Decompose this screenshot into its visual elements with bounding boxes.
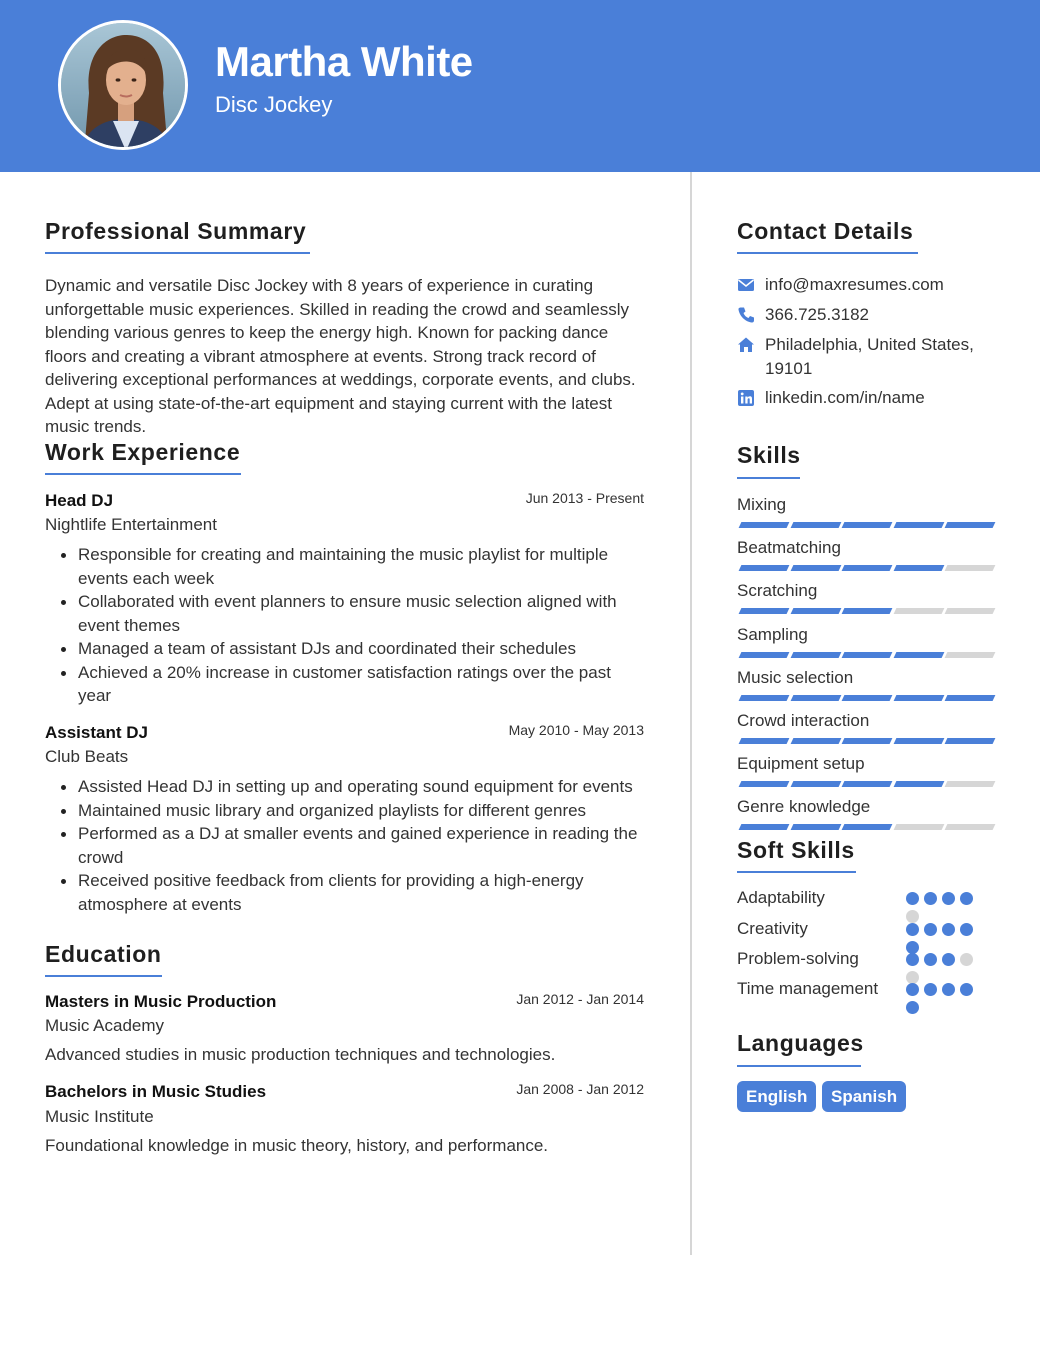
skill-level-segment — [945, 565, 996, 571]
job-date: Jun 2013 - Present — [525, 490, 644, 506]
rating-dot — [960, 923, 973, 936]
skill-level-segment — [842, 608, 893, 614]
skill-level-segment — [945, 522, 996, 528]
skill-level-segment — [842, 565, 893, 571]
skill-label: Mixing — [737, 495, 787, 514]
job-bullet: Performed as a DJ at smaller events and gained experience in reading the crowd — [56, 822, 646, 869]
rating-dot — [942, 953, 955, 966]
skill-level-segment — [739, 565, 790, 571]
resume-header — [0, 0, 1040, 172]
skill-level-bar — [737, 652, 995, 658]
summary-underline — [45, 252, 310, 254]
profile-photo — [58, 20, 188, 150]
skill-level-segment — [790, 781, 841, 787]
profile-photo-image — [61, 23, 188, 150]
rating-dot — [942, 923, 955, 936]
column-divider — [690, 172, 692, 1255]
work-heading: Work Experience — [45, 439, 241, 465]
contact-email[interactable] — [737, 273, 1007, 297]
languages-heading: Languages — [737, 1030, 864, 1056]
skill-level-segment — [790, 522, 841, 528]
rating-dot — [906, 953, 919, 966]
job-bullets — [56, 543, 646, 708]
skill-level-bar — [737, 522, 995, 528]
skill-level-bar — [737, 824, 995, 830]
education-description: Advanced studies in music production techniques and technologies. — [45, 1045, 556, 1064]
soft-skill-label: Time management — [737, 979, 879, 998]
rating-dot — [906, 910, 919, 923]
home-icon — [737, 336, 755, 354]
contact-email-text: info@maxresumes.com — [765, 275, 944, 294]
candidate-name: Martha White — [215, 38, 473, 85]
skill-level-segment — [739, 824, 790, 830]
skill-level-segment — [945, 695, 996, 701]
rating-dot — [924, 983, 937, 996]
phone-icon — [737, 306, 755, 324]
skill-level-segment — [945, 738, 996, 744]
job-bullet: Responsible for creating and maintaining the music playlist for multiple events each week — [56, 543, 646, 590]
degree-title: Bachelors in Music Studies — [45, 1082, 267, 1101]
rating-dot — [906, 892, 919, 905]
languages-underline — [737, 1065, 861, 1067]
contact-phone-text: 366.725.3182 — [765, 305, 869, 324]
contact-linkedin[interactable] — [737, 386, 1007, 410]
summary-heading: Professional Summary — [45, 218, 307, 244]
skill-level-segment — [842, 738, 893, 744]
skill-level-segment — [842, 781, 893, 787]
rating-dot — [924, 923, 937, 936]
skill-label: Equipment setup — [737, 754, 865, 773]
job-date: May 2010 - May 2013 — [508, 722, 644, 738]
envelope-icon — [737, 276, 755, 294]
soft-skill-label: Adaptability — [737, 888, 825, 907]
contact-linkedin-text: linkedin.com/in/name — [765, 388, 925, 407]
soft-skill-rating — [906, 983, 986, 1023]
job-company: Club Beats — [45, 747, 129, 766]
skill-level-segment — [893, 824, 944, 830]
skill-level-segment — [739, 608, 790, 614]
skill-level-bar — [737, 781, 995, 787]
contact-underline — [737, 252, 918, 254]
soft-skill-label: Creativity — [737, 919, 808, 938]
skill-level-segment — [790, 824, 841, 830]
skill-level-bar — [737, 608, 995, 614]
rating-dot — [906, 983, 919, 996]
skill-level-segment — [739, 781, 790, 787]
education-date: Jan 2008 - Jan 2012 — [516, 1081, 644, 1097]
skill-level-segment — [790, 565, 841, 571]
skill-label: Music selection — [737, 668, 854, 687]
skill-label: Scratching — [737, 581, 818, 600]
skill-label: Sampling — [737, 625, 808, 644]
skill-level-segment — [790, 608, 841, 614]
skill-level-segment — [893, 565, 944, 571]
skill-level-segment — [945, 652, 996, 658]
rating-dot — [906, 923, 919, 936]
skill-level-segment — [842, 824, 893, 830]
skill-level-segment — [842, 695, 893, 701]
skill-level-segment — [739, 652, 790, 658]
candidate-role: Disc Jockey — [215, 92, 333, 117]
contact-phone[interactable] — [737, 303, 1007, 327]
skill-label: Genre knowledge — [737, 797, 871, 816]
skill-level-segment — [893, 695, 944, 701]
job-company: Nightlife Entertainment — [45, 515, 217, 534]
skills-heading: Skills — [737, 442, 801, 468]
skill-label: Crowd interaction — [737, 711, 870, 730]
skills-underline — [737, 477, 800, 479]
job-bullet: Maintained music library and organized playlists for different genres — [56, 799, 646, 823]
skill-level-bar — [737, 565, 995, 571]
skill-level-segment — [893, 522, 944, 528]
skill-level-segment — [739, 522, 790, 528]
education-underline — [45, 975, 162, 977]
job-title: Head DJ — [45, 491, 114, 510]
rating-dot — [942, 983, 955, 996]
skill-level-segment — [790, 738, 841, 744]
school-name: Music Institute — [45, 1107, 154, 1126]
rating-dot — [960, 983, 973, 996]
skill-level-segment — [842, 522, 893, 528]
skill-level-segment — [790, 652, 841, 658]
rating-dot — [924, 892, 937, 905]
education-date: Jan 2012 - Jan 2014 — [516, 991, 644, 1007]
job-bullet: Managed a team of assistant DJs and coordinated their schedules — [56, 637, 646, 661]
skill-level-segment — [945, 824, 996, 830]
education-description: Foundational knowledge in music theory, history, and performance. — [45, 1136, 549, 1155]
rating-dot — [942, 892, 955, 905]
skill-level-segment — [893, 781, 944, 787]
language-badge: English — [737, 1081, 816, 1112]
skill-label: Beatmatching — [737, 538, 841, 557]
school-name: Music Academy — [45, 1016, 165, 1035]
skill-level-bar — [737, 695, 995, 701]
contact-address — [737, 333, 1007, 380]
work-underline — [45, 473, 241, 475]
soft-skills-heading: Soft Skills — [737, 837, 855, 863]
job-bullet: Assisted Head DJ in setting up and operating sound equipment for events — [56, 775, 646, 799]
summary-text: Dynamic and versatile Disc Jockey with 8 years of experience in curating unforgettable music experiences. Skilled in reading the crowd and seamlessly blending various genres to keep the energy high. Known for packing dance floors and creating a vibrant atmosphere at events. Strong track record of delivering exceptional performances at weddings, corporate events, and clubs. Adept at using state-of-the-art equipment and staying current with the latest music trends. — [45, 276, 636, 436]
rating-dot — [924, 953, 937, 966]
skill-level-segment — [945, 781, 996, 787]
skill-level-segment — [945, 608, 996, 614]
skill-level-segment — [790, 695, 841, 701]
skill-level-segment — [893, 652, 944, 658]
rating-dot — [960, 953, 973, 966]
rating-dot — [960, 892, 973, 905]
education-heading: Education — [45, 941, 162, 967]
skill-level-bar — [737, 738, 995, 744]
job-title: Assistant DJ — [45, 723, 148, 742]
skill-level-segment — [739, 695, 790, 701]
skill-level-segment — [842, 652, 893, 658]
rating-dot — [906, 1001, 919, 1014]
job-bullets — [56, 775, 646, 916]
skill-level-segment — [739, 738, 790, 744]
job-bullet: Achieved a 20% increase in customer satisfaction ratings over the past year — [56, 661, 646, 708]
job-bullet: Received positive feedback from clients for providing a high-energy atmosphere at events — [56, 869, 646, 916]
language-badge: Spanish — [822, 1081, 906, 1112]
contact-address-text: Philadelphia, United States, 19101 — [765, 335, 974, 378]
linkedin-icon — [737, 389, 755, 407]
contact-heading: Contact Details — [737, 218, 914, 244]
job-bullet: Collaborated with event planners to ensure music selection aligned with event themes — [56, 590, 646, 637]
skill-level-segment — [893, 608, 944, 614]
skill-level-segment — [893, 738, 944, 744]
degree-title: Masters in Music Production — [45, 992, 277, 1011]
soft-skills-underline — [737, 871, 856, 873]
soft-skill-label: Problem-solving — [737, 949, 859, 968]
